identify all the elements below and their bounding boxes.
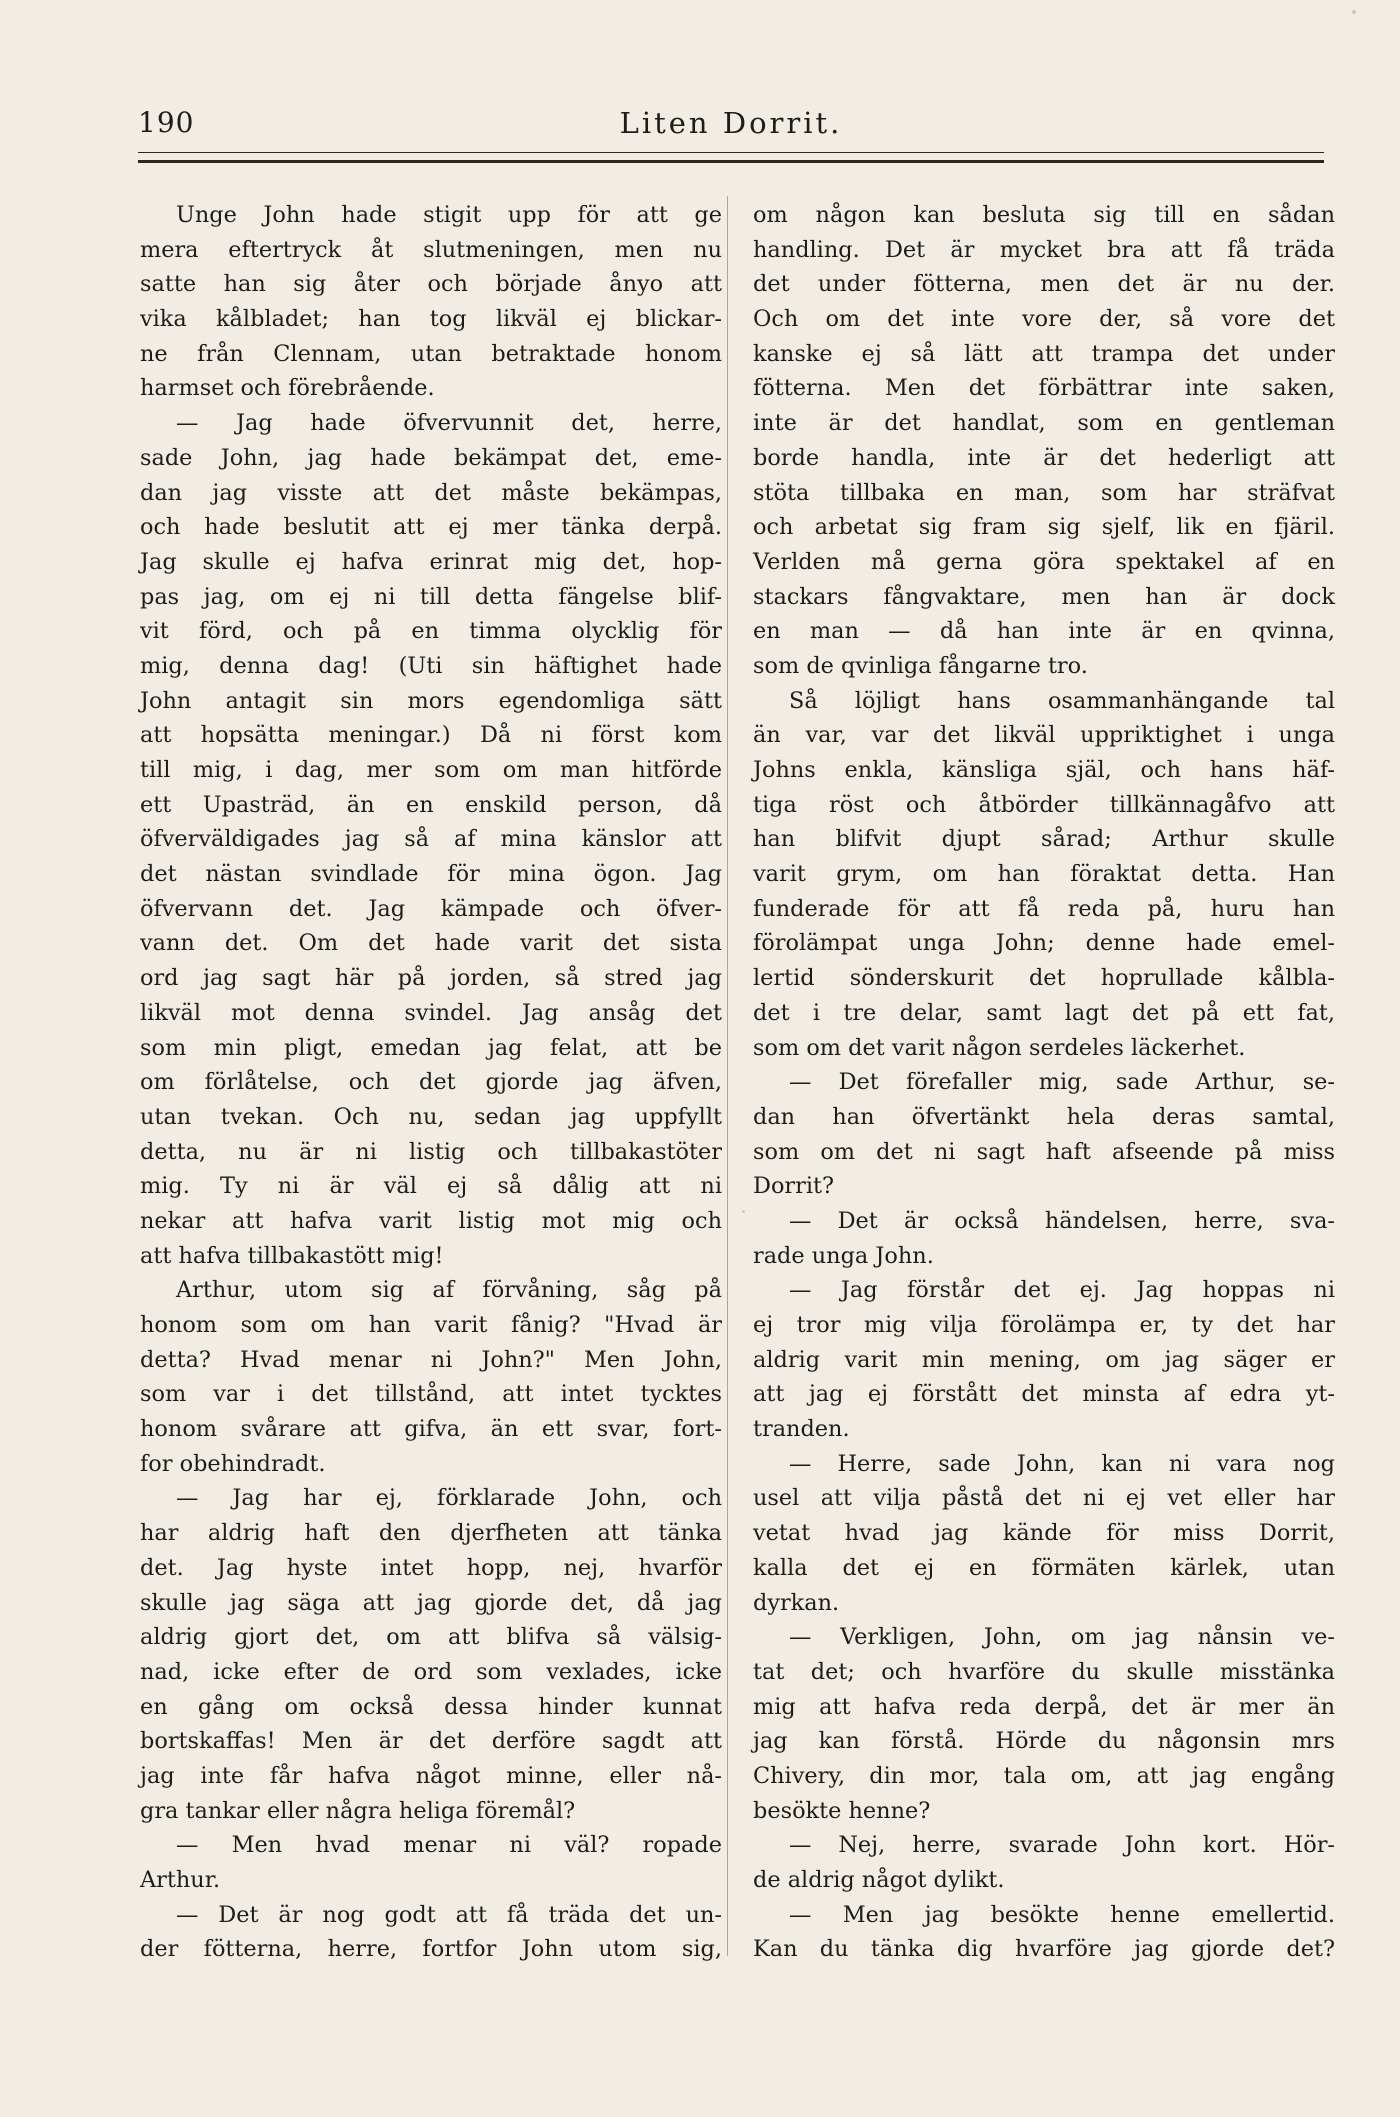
- text-line: Kan du tänka dig hvarföre jag gjorde det?: [753, 1936, 1335, 1963]
- text-line: besökte henne?: [753, 1797, 931, 1824]
- paper-speck: [1352, 10, 1356, 14]
- text-line: bortskaffas! Men är det derföre sagdt att: [140, 1728, 722, 1755]
- text-line: mig, denna dag! (Uti sin häftighet hade: [140, 652, 722, 679]
- text-line: — Det förefaller mig, sade Arthur, se-: [789, 1069, 1335, 1096]
- text-line: vika kålbladet; han tog likväl ej blickar-: [140, 306, 722, 333]
- text-line: och hade beslutit att ej mer tänka derpå.: [140, 514, 722, 541]
- text-line: funderade för att få reda på, huru han: [753, 895, 1335, 922]
- text-line: Verlden må gerna göra spektakel af en: [753, 548, 1335, 575]
- text-line: honom svårare att gifva, än ett svar, fort-: [140, 1416, 722, 1443]
- text-line: stackars fångvaktare, men han är dock: [753, 583, 1335, 610]
- text-line: som min pligt, emedan jag felat, att be: [140, 1034, 722, 1061]
- text-line: harmset och förebrående.: [140, 375, 435, 402]
- text-line: Jag skulle ej hafva erinrat mig det, hop-: [140, 548, 722, 575]
- text-line: usel att vilja påstå det ni ej vet eller har: [753, 1485, 1335, 1512]
- text-line: till mig, i dag, mer som om man hitförde: [140, 757, 722, 783]
- page-number: 190: [138, 106, 195, 139]
- text-line: Arthur, utom sig af förvåning, såg på: [176, 1277, 722, 1304]
- text-line: det under fötterna, men det är nu der.: [753, 271, 1335, 298]
- text-line: mig. Ty ni är väl ej så dålig att ni: [140, 1173, 722, 1200]
- text-line: mig att hafva reda derpå, det är mer än: [753, 1693, 1335, 1720]
- text-line: vann det. Om det hade varit det sista: [140, 930, 722, 957]
- text-line: aldrig gjort det, om att blifva så välsig-: [140, 1624, 722, 1651]
- paper-speck: [742, 1210, 745, 1213]
- text-line: nad, icke efter de ord som vexlades, icke: [140, 1658, 722, 1685]
- text-line: jag kan förstå. Hörde du någonsin mrs: [753, 1728, 1335, 1755]
- text-line: han blifvit djupt sårad; Arthur skulle: [753, 826, 1335, 853]
- text-line: mera eftertryck åt slutmeningen, men nu: [140, 236, 722, 263]
- text-line: borde handla, inte är det hederligt att: [753, 444, 1335, 471]
- text-line: — Jag har ej, förklarade John, och: [176, 1485, 722, 1512]
- text-line: — Det är nog godt att få träda det un-: [176, 1901, 722, 1928]
- text-line: Johns enkla, känsliga själ, och hans häf-: [753, 757, 1335, 783]
- text-line: de aldrig något dylikt.: [753, 1867, 1005, 1893]
- text-line: utan tvekan. Och nu, sedan jag uppfyllt: [140, 1103, 722, 1130]
- text-line: vit förd, och på en timma olycklig för: [140, 618, 722, 645]
- text-line: — Men jag besökte henne emellertid.: [789, 1901, 1335, 1928]
- text-line: Chivery, din mor, tala om, att jag engång: [753, 1762, 1335, 1789]
- text-line: likväl mot denna svindel. Jag ansåg det: [140, 999, 722, 1026]
- text-line: som om det varit någon serdeles läckerhet.: [753, 1034, 1246, 1061]
- text-line: — Nej, herre, svarade John kort. Hör-: [789, 1832, 1335, 1859]
- text-line: satte han sig åter och började ånyo att: [140, 271, 722, 298]
- text-line: om någon kan besluta sig till en sådan: [753, 202, 1335, 228]
- text-line: — Herre, sade John, kan ni vara nog: [789, 1450, 1335, 1477]
- text-line: kanske ej så lätt att trampa det under: [753, 340, 1335, 367]
- text-line: att jag ej förstått det minsta af edra yt-: [753, 1381, 1335, 1408]
- text-line: sade John, jag hade bekämpat det, eme-: [140, 444, 722, 471]
- text-line: tiga röst och åtbörder tillkännagåfvo att: [753, 791, 1335, 818]
- text-line: förolämpat unga John; denne hade emel-: [753, 930, 1335, 957]
- text-line: Så löjligt hans osammanhängande tal: [789, 687, 1335, 714]
- text-line: det nästan svindlade för mina ögon. Jag: [140, 861, 722, 888]
- text-line: stöta tillbaka en man, som har sträfvat: [753, 479, 1335, 506]
- text-line: tranden.: [753, 1416, 850, 1443]
- text-line: och arbetat sig fram sig sjelf, lik en fjäril.: [753, 514, 1335, 541]
- column-divider: [727, 196, 728, 1956]
- text-line: fötterna. Men det förbättrar inte saken,: [753, 375, 1335, 402]
- text-line: aldrig varit min mening, om jag säger er: [753, 1346, 1335, 1373]
- text-line: Dorrit?: [753, 1173, 835, 1200]
- text-line: Och om det inte vore der, så vore det: [753, 306, 1335, 333]
- text-line: att hopsätta meningar.) Då ni först kom: [140, 722, 722, 749]
- text-line: det. Jag hyste intet hopp, nej, hvarför: [140, 1554, 722, 1581]
- right-text-column: [753, 198, 1335, 1967]
- text-line: — Men hvad menar ni väl? ropade: [176, 1832, 722, 1859]
- text-line: som om det ni sagt haft afseende på miss: [753, 1138, 1335, 1165]
- text-line: har aldrig haft den djerfheten att tänka: [140, 1520, 722, 1547]
- text-line: der fötterna, herre, fortfor John utom sig,: [140, 1936, 722, 1963]
- text-line: öfvervann det. Jag kämpade och öfver-: [140, 895, 722, 922]
- text-line: — Jag hade öfvervunnit det, herre,: [176, 410, 722, 437]
- page-header: [138, 98, 1324, 148]
- text-line: gra tankar eller några heliga föremål?: [140, 1797, 576, 1824]
- text-line: kalla det ej en förmäten kärlek, utan: [753, 1554, 1335, 1581]
- text-line: John antagit sin mors egendomliga sätt: [140, 687, 722, 714]
- text-line: dan han öfvertänkt hela deras samtal,: [753, 1103, 1335, 1130]
- left-text-column: [140, 198, 722, 1967]
- text-line: — Jag förstår det ej. Jag hoppas ni: [789, 1277, 1335, 1304]
- text-line: om förlåtelse, och det gjorde jag äfven,: [140, 1069, 722, 1096]
- text-line: jag inte får hafva något minne, eller nå-: [140, 1762, 722, 1789]
- text-line: honom som om han varit fånig? "Hvad är: [140, 1312, 722, 1338]
- text-line: dan jag visste att det måste bekämpas,: [140, 479, 722, 506]
- text-line: ord jag sagt här på jorden, så stred jag: [140, 965, 722, 992]
- text-line: att hafva tillbakastött mig!: [140, 1242, 444, 1269]
- text-line: tat det; och hvarföre du skulle misstänka: [753, 1658, 1335, 1685]
- text-line: öfverväldigades jag så af mina känslor att: [140, 826, 722, 853]
- text-line: skulle jag säga att jag gjorde det, då jag: [140, 1589, 722, 1616]
- text-line: dyrkan.: [753, 1589, 840, 1616]
- text-line: det i tre delar, samt lagt det på ett fat,: [753, 999, 1335, 1026]
- text-line: Arthur.: [140, 1867, 221, 1893]
- header-rule-thick: [138, 160, 1324, 163]
- text-line: som de qvinliga fångarne tro.: [753, 652, 1088, 679]
- text-line: detta? Hvad menar ni John?" Men John,: [140, 1346, 722, 1373]
- text-line: en gång om också dessa hinder kunnat: [140, 1693, 722, 1720]
- text-line: ett Upasträd, än en enskild person, då: [140, 791, 722, 818]
- text-line: inte är det handlat, som en gentleman: [753, 410, 1335, 437]
- text-line: — Verkligen, John, om jag nånsin ve-: [789, 1624, 1335, 1651]
- running-title: Liten Dorrit.: [619, 106, 843, 140]
- header-rule-thin: [138, 152, 1324, 153]
- text-line: lertid sönderskurit det hoprullade kålbla-: [753, 965, 1335, 992]
- text-line: — Det är också händelsen, herre, sva-: [789, 1207, 1335, 1234]
- text-line: rade unga John.: [753, 1242, 934, 1269]
- text-line: än var, var det likväl uppriktighet i unga: [753, 722, 1335, 749]
- text-line: Unge John hade stigit upp för att ge: [176, 202, 722, 228]
- text-line: en man — då han inte är en qvinna,: [753, 618, 1335, 645]
- text-line: for obehindradt.: [140, 1450, 326, 1477]
- text-line: handling. Det är mycket bra att få träda: [753, 236, 1335, 263]
- text-line: detta, nu är ni listig och tillbakastöter: [140, 1138, 722, 1165]
- text-line: ne från Clennam, utan betraktade honom: [140, 340, 722, 367]
- text-line: ej tror mig vilja förolämpa er, ty det har: [753, 1312, 1335, 1338]
- text-line: nekar att hafva varit listig mot mig och: [140, 1207, 722, 1234]
- text-line: vetat hvad jag kände för miss Dorrit,: [753, 1520, 1335, 1547]
- text-line: som var i det tillstånd, att intet tycktes: [140, 1381, 722, 1408]
- text-line: varit grym, om han föraktat detta. Han: [753, 861, 1335, 888]
- text-line: pas jag, om ej ni till detta fängelse blif-: [140, 583, 722, 610]
